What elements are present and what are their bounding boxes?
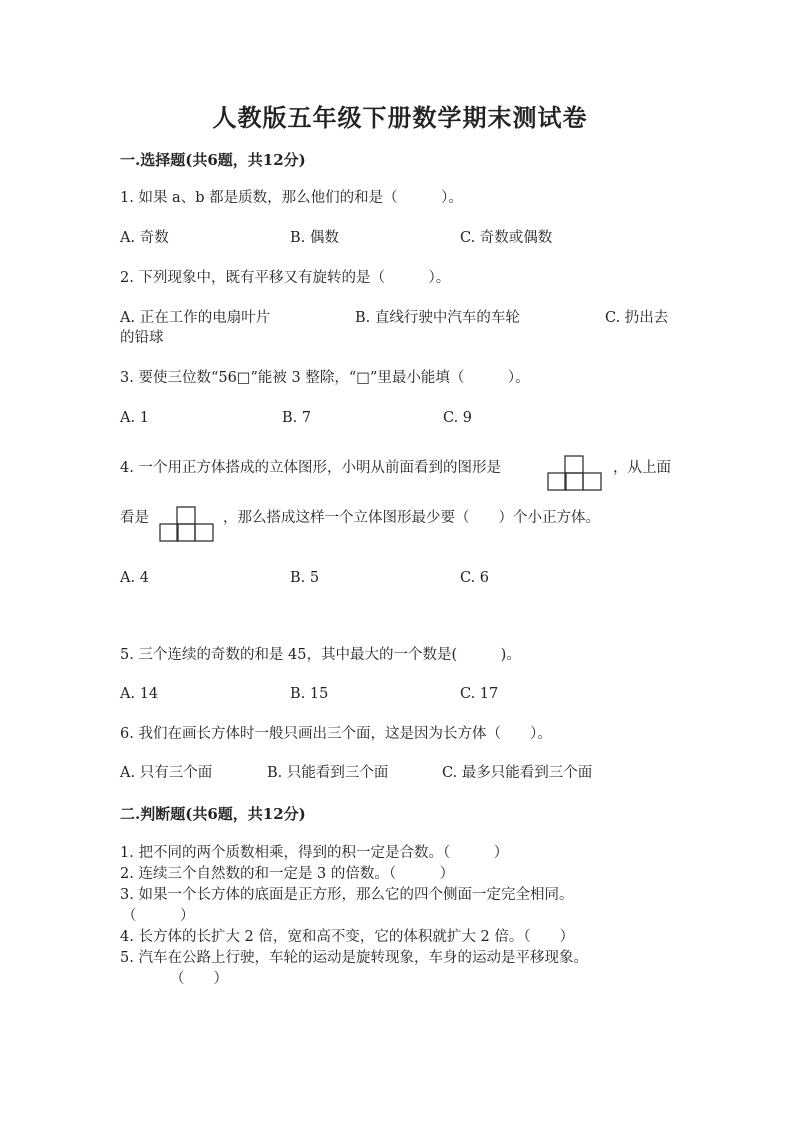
- page-title: 人教版五年级下册数学期末测试卷: [212, 103, 588, 132]
- question-4-option-b: B. 5: [290, 570, 320, 586]
- question-1-option-c: C. 奇数或偶数: [460, 230, 553, 246]
- question-1-stem: 1. 如果 a、b 都是质数，那么他们的和是（ ）。: [120, 190, 463, 206]
- question-4-stem-part2: ，从上面: [613, 460, 671, 476]
- question-6-option-c: C. 最多只能看到三个面: [442, 765, 593, 781]
- question-5-stem: 5. 三个连续的奇数的和是 45，其中最大的一个数是( )。: [120, 647, 521, 663]
- top-view-top-square: [177, 507, 195, 524]
- front-view-bottom-square-3: [583, 473, 601, 490]
- question-2-option-b: B. 直线行驶中汽车的车轮: [355, 310, 520, 326]
- front-view-bottom-square-1: [548, 473, 566, 490]
- question-2-stem: 2. 下列现象中，既有平移又有旋转的是（ ）。: [120, 270, 451, 286]
- question-5-option-a: A. 14: [120, 686, 159, 702]
- question-4-stem-part4: ，那么搭成这样一个立体图形最少要（ ）个小正方体。: [223, 510, 600, 526]
- question-2-option-c-continued: 的铅球: [120, 330, 164, 346]
- question-2-option-a: A. 正在工作的电扇叶片: [120, 310, 271, 326]
- question-1-option-b: B. 偶数: [290, 230, 339, 246]
- judgment-item-4: 4. 长方体的长扩大 2 倍，宽和高不变，它的体积就扩大 2 倍。（ ）: [120, 929, 575, 945]
- question-3-option-a: A. 1: [120, 410, 149, 426]
- question-6-option-a: A. 只有三个面: [120, 765, 213, 781]
- judgment-item-5-bracket: （ ）: [170, 971, 228, 987]
- question-4-stem-part1: 4. 一个用正方体搭成的立体图形，小明从前面看到的图形是: [120, 460, 501, 476]
- front-view-figure: [547, 455, 603, 492]
- question-1-option-a: A. 奇数: [120, 230, 169, 246]
- section-heading-judgment: 二.判断题(共6题，共12分): [120, 805, 306, 823]
- question-6-stem: 6. 我们在画长方体时一般只画出三个面，这是因为长方体（ ）。: [120, 726, 552, 742]
- top-view-bottom-square-2: [177, 524, 195, 541]
- question-3-option-c: C. 9: [443, 410, 473, 426]
- front-view-bottom-square-2: [565, 473, 583, 490]
- question-5-option-c: C. 17: [460, 686, 499, 702]
- front-view-top-square: [565, 456, 583, 473]
- question-4-option-c: C. 6: [460, 570, 490, 586]
- top-view-bottom-square-1: [160, 524, 178, 541]
- question-3-stem: 3. 要使三位数“56□”能被 3 整除，“□”里最小能填（ ）。: [120, 370, 530, 386]
- question-4-option-a: A. 4: [120, 570, 149, 586]
- judgment-item-5: 5. 汽车在公路上行驶，车轮的运动是旋转现象，车身的运动是平移现象。: [120, 950, 588, 966]
- top-view-figure: [159, 506, 215, 543]
- judgment-item-3-bracket: （ ）: [122, 908, 195, 924]
- judgment-item-1: 1. 把不同的两个质数相乘，得到的积一定是合数。（ ）: [120, 845, 509, 861]
- question-3-option-b: B. 7: [282, 410, 312, 426]
- judgment-item-3: 3. 如果一个长方体的底面是正方形，那么它的四个侧面一定完全相同。: [120, 887, 574, 903]
- section-heading-choice: 一.选择题(共6题，共12分): [120, 151, 306, 169]
- question-2-option-c: C. 扔出去: [605, 310, 669, 326]
- question-4-stem-part3: 看是: [120, 510, 149, 526]
- judgment-item-2: 2. 连续三个自然数的和一定是 3 的倍数。（ ）: [120, 866, 455, 882]
- question-6-option-b: B. 只能看到三个面: [267, 765, 389, 781]
- top-view-bottom-square-3: [195, 524, 213, 541]
- question-5-option-b: B. 15: [290, 686, 329, 702]
